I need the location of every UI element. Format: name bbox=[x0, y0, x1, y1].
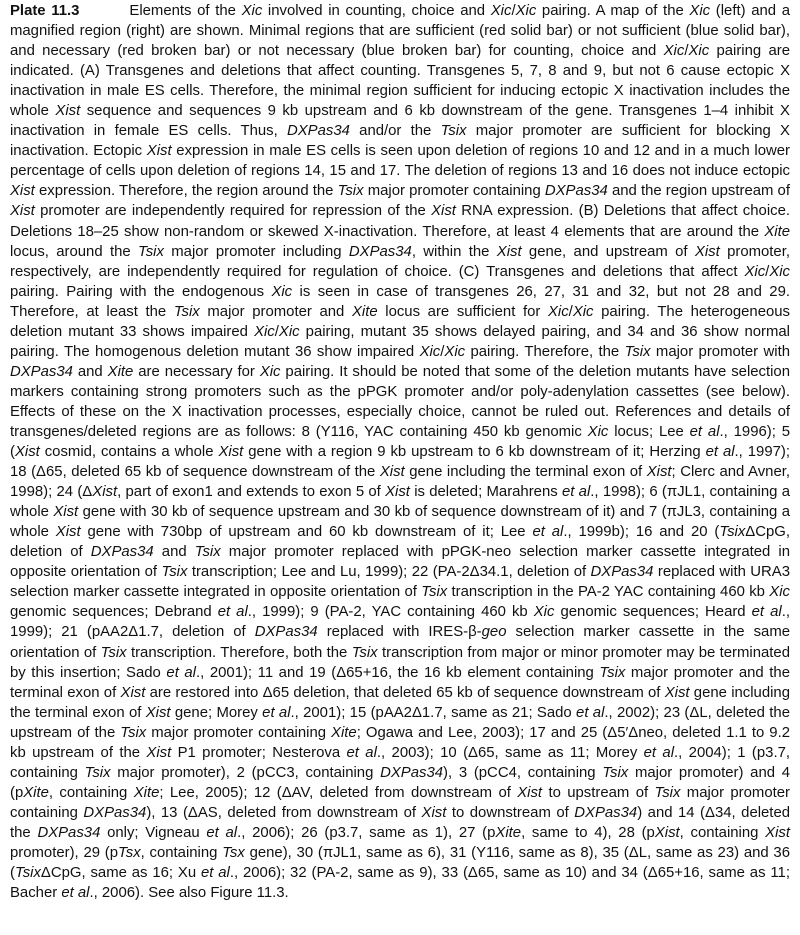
italic-term: Xist bbox=[120, 684, 146, 701]
italic-term: et al bbox=[61, 885, 90, 902]
italic-term: Xist bbox=[10, 203, 35, 220]
italic-term: Xist bbox=[654, 824, 680, 841]
italic-term: Xist bbox=[55, 103, 81, 120]
caption-text: ., 2001); 11 and 19 (Δ65+16, the 16 kb element containing bbox=[196, 664, 600, 681]
italic-term: DXPas34 bbox=[590, 564, 654, 581]
caption-text: Elements of the bbox=[129, 3, 242, 19]
italic-term: Xic bbox=[689, 3, 711, 19]
italic-term: et al bbox=[561, 484, 591, 501]
caption-text: ., 2006); 26 (p3.7, same as 1), 27 (p bbox=[237, 824, 496, 841]
italic-term: Xist bbox=[10, 183, 35, 200]
italic-term: DXPas34 bbox=[574, 804, 638, 821]
italic-term: Xic bbox=[490, 3, 512, 19]
caption-text: gene with a region 9 kb upstream to 6 kb downstream of it; Herzing bbox=[243, 444, 706, 461]
italic-term: et al bbox=[576, 704, 605, 721]
caption-text: ., 1997); 18 (Δ65, deleted 65 kb of sequence downstream of the bbox=[10, 444, 790, 481]
caption-text: major promoter with bbox=[650, 343, 791, 360]
caption-text: / bbox=[684, 43, 689, 60]
italic-term: Xist bbox=[145, 704, 171, 721]
italic-term: Xic bbox=[769, 584, 790, 601]
caption-text: are restored into Δ65 deletion, that deleted 65 kb of sequence downstream of bbox=[145, 684, 665, 701]
caption-text: ., 2004); 1 (p3.7, containing bbox=[10, 744, 790, 781]
italic-term: et al bbox=[751, 604, 782, 621]
italic-term: Xic bbox=[515, 3, 537, 19]
caption-text: major promoter replaced with pPGK-neo selection marker cassette integrated in opposite orientation of bbox=[10, 544, 790, 581]
italic-term: Xite bbox=[351, 303, 378, 320]
caption-text: transcription from major or minor promoter may be terminated by this insertion; Sado bbox=[10, 644, 790, 681]
caption-text: , part of exon1 and extends to exon 5 of bbox=[117, 484, 386, 501]
caption-text: is seen in case of transgenes 26, 27, 31 and 32, but not 28 and 29. Therefore, at least the bbox=[10, 283, 790, 320]
italic-term: et al bbox=[643, 744, 675, 761]
italic-term: DXPas34 bbox=[90, 544, 154, 561]
italic-term: Xite bbox=[331, 724, 357, 741]
plate-label: Plate 11.3 bbox=[10, 3, 80, 19]
italic-term: Xic bbox=[278, 323, 300, 340]
caption-text: gene, and upstream of bbox=[521, 243, 695, 260]
caption-text: major promoter containing bbox=[363, 183, 545, 200]
caption-text: transcription in the PA-2 YAC containing 460 kb bbox=[447, 584, 770, 601]
caption-text: gene), 30 (πJL1, same as 6), 31 (Y116, same as 8), 35 (ΔL, same as 23) and 36 ( bbox=[10, 844, 790, 882]
caption-text: / bbox=[765, 263, 770, 280]
italic-term: Xist bbox=[146, 744, 172, 761]
caption-text: locus; Lee bbox=[608, 423, 690, 440]
caption-text: major promoter and bbox=[199, 303, 352, 320]
italic-term: DXPas34 bbox=[10, 363, 73, 380]
italic-term: Tsx bbox=[118, 844, 141, 861]
italic-term: Xic bbox=[444, 343, 466, 360]
caption-text: locus are sufficient for bbox=[377, 303, 548, 320]
caption-text: and bbox=[153, 544, 195, 561]
italic-term: Xist bbox=[664, 684, 690, 701]
caption-text: pairing, mutant 35 shows delayed pairing, and 34 and 36 show normal pairing. The homogenous deletion mutant 36 show impaired bbox=[10, 323, 790, 360]
caption-text: are necessary for bbox=[133, 363, 260, 380]
caption-text: / bbox=[274, 323, 279, 340]
caption-text: RNA expression. (B) Deletions that affect choice. Deletions 18–25 show non-random or skewed X-inactivation. Therefore, at least 4 elements that are around the bbox=[10, 203, 790, 240]
italic-term: DXPas34 bbox=[348, 243, 412, 260]
caption-text: replaced with IRES-β- bbox=[317, 624, 482, 641]
italic-term: DXPas34 bbox=[254, 624, 318, 641]
caption-text: gene; Morey bbox=[170, 704, 263, 721]
italic-term: Xist bbox=[379, 464, 405, 481]
caption-text: promoter are independently required for repression of the bbox=[34, 203, 432, 220]
caption-text: ., 1998); 6 (πJL1, containing a whole bbox=[10, 484, 790, 521]
caption-text: promoter), 29 (p bbox=[10, 844, 119, 861]
italic-term: et al bbox=[346, 744, 377, 761]
caption-text: P1 promoter; Nesterova bbox=[171, 744, 347, 761]
caption-text: pairing. The heterogeneous deletion mutant 33 shows impaired bbox=[10, 303, 790, 340]
italic-term: Tsix bbox=[161, 564, 188, 581]
italic-term: Tsix bbox=[599, 664, 626, 681]
caption-text: ., 2001); 15 (pAA2Δ1.7, same as 21; Sado bbox=[290, 704, 577, 721]
caption-text: major promoter including bbox=[163, 243, 349, 260]
caption-text: gene including the terminal exon of bbox=[10, 684, 790, 721]
caption-text: ., 1999); 21 (pAA2Δ1.7, deletion of bbox=[10, 604, 790, 641]
caption-text: transcription. Therefore, both the bbox=[126, 644, 352, 661]
caption-text: major promoter and the terminal exon of bbox=[10, 664, 790, 701]
caption-text: ; Lee, 2005); 12 (ΔAV, deleted from downstream of bbox=[159, 784, 518, 801]
caption-text: involved in counting, choice and bbox=[262, 3, 491, 19]
italic-term: Xist bbox=[14, 444, 40, 461]
italic-term: Xic bbox=[533, 604, 555, 621]
italic-term: Xite bbox=[764, 223, 790, 240]
italic-term: et al bbox=[200, 865, 230, 882]
caption-text: ., 2003); 10 (Δ65, same as 11; Morey bbox=[376, 744, 644, 761]
caption-text: and/or the bbox=[349, 123, 441, 140]
caption-text: ΔCpG, deletion of bbox=[10, 524, 790, 561]
caption-text: expression in male ES cells is seen upon deletion of regions 10 and 12 and in a much lower percentage of cells upon deletion of regions 14, 15 and 17. The deletion of regions 13 and 16 does not induce ectopic bbox=[10, 143, 790, 180]
italic-term: DXPas34 bbox=[83, 804, 147, 821]
caption-text: major promoter are sufficient for blocking X inactivation. Ectopic bbox=[10, 123, 790, 160]
caption-text: ) and 14 (Δ34, deleted the bbox=[10, 804, 791, 841]
caption-text: and bbox=[72, 363, 108, 380]
italic-term: et al bbox=[166, 664, 196, 681]
italic-term: Xic bbox=[587, 423, 609, 440]
italic-term: Xite bbox=[495, 824, 522, 841]
italic-term: DXPas34 bbox=[544, 183, 608, 200]
caption-text: gene including the terminal exon of bbox=[404, 464, 647, 481]
caption-text: and the region upstream of bbox=[607, 183, 790, 200]
italic-term: Xic bbox=[744, 263, 766, 280]
italic-term: DXPas34 bbox=[287, 123, 350, 140]
italic-term: Xist bbox=[694, 243, 720, 260]
caption-text: , containing bbox=[140, 844, 223, 861]
italic-term: Tsix bbox=[421, 584, 448, 601]
italic-term: Tsix bbox=[138, 243, 164, 260]
italic-term: Tsix bbox=[351, 644, 378, 661]
italic-term: et al bbox=[217, 604, 248, 621]
italic-term: et al bbox=[705, 444, 735, 461]
italic-term: et al bbox=[262, 704, 291, 721]
italic-term: Tsix bbox=[440, 123, 467, 140]
caption-text: selection marker cassette in the same orientation of bbox=[10, 624, 791, 661]
caption-text: ), 13 (ΔAS, deleted from downstream of bbox=[146, 804, 422, 821]
italic-term: Tsix bbox=[100, 644, 127, 661]
italic-term: Xic bbox=[254, 323, 275, 340]
caption-text: to downstream of bbox=[446, 804, 575, 821]
italic-term: Tsix bbox=[84, 764, 111, 781]
caption-text: / bbox=[568, 303, 573, 320]
italic-term: Xic bbox=[419, 343, 441, 360]
caption-text: pairing. A map of the bbox=[536, 3, 690, 19]
caption-text: replaced with URA3 selection marker cassette integrated in opposite orientation of bbox=[10, 564, 790, 601]
caption-text: , containing bbox=[679, 824, 766, 841]
italic-term: Xic bbox=[688, 43, 710, 60]
italic-term: Tsix bbox=[654, 784, 681, 801]
italic-term: Xist bbox=[517, 784, 543, 801]
caption-text: gene with 730bp of upstream and 60 kb downstream of it; Lee bbox=[80, 524, 533, 541]
caption-text: (left) and a magnified region (right) are shown. Minimal regions that are sufficient (red solid bar) or not sufficient (blue solid bar), and necessary (red broken bar) or not necessary (blue broken bar) for counting, choice and bbox=[10, 3, 790, 60]
italic-term: Tsix bbox=[337, 183, 364, 200]
caption-text: ΔCpG, same as 16; Xu bbox=[40, 865, 201, 882]
italic-term: Xic bbox=[663, 43, 685, 60]
italic-term: Xist bbox=[421, 804, 447, 821]
italic-term: Tsix bbox=[624, 343, 651, 360]
italic-term: Xist bbox=[146, 143, 172, 160]
caption-text: , containing bbox=[48, 784, 134, 801]
italic-term: Tsix bbox=[14, 865, 41, 882]
italic-term: geo bbox=[481, 624, 507, 641]
italic-term: Xite bbox=[23, 784, 49, 801]
italic-term: Xist bbox=[55, 524, 81, 541]
italic-term: Xist bbox=[92, 484, 118, 501]
italic-term: Xic bbox=[547, 303, 569, 320]
caption-text: ., 2002); 23 (ΔL, deleted the upstream of the bbox=[10, 704, 790, 741]
caption-text: promoter, respectively, are independently required for regulation of choice. (C) Transgenes and deletions that affect bbox=[10, 243, 790, 280]
caption-text: pairing. Pairing with the endogenous bbox=[10, 283, 272, 300]
caption-text: major promoter containing bbox=[146, 724, 332, 741]
italic-term: Xic bbox=[259, 363, 281, 380]
caption-text: ), 3 (pCC4, containing bbox=[443, 764, 603, 781]
caption-text: ., 2006); 32 (PA-2, same as 9), 33 (Δ65, same as 10) and 34 (Δ65+16, same as 11; Bacher bbox=[10, 865, 790, 902]
caption-text: ., 1999); 9 (PA-2, YAC containing 460 kb bbox=[247, 604, 534, 621]
italic-term: Xist bbox=[646, 464, 672, 481]
italic-term: Xist bbox=[431, 203, 456, 220]
caption-text: major promoter containing bbox=[10, 784, 790, 821]
caption-text: genomic sequences; Heard bbox=[554, 604, 752, 621]
caption-text: genomic sequences; Debrand bbox=[10, 604, 218, 621]
caption-text: is deleted; Marahrens bbox=[409, 484, 562, 501]
caption-text: major promoter) and 4 (p bbox=[10, 764, 791, 801]
caption-text: transcription; Lee and Lu, 1999); 22 (PA-2Δ34.1, deletion of bbox=[187, 564, 591, 581]
caption-text: pairing. It should be noted that some of the deletion mutants have selection markers containing strong promoters such as the pPGK promoter and/or poly-adenylation cassettes (see below). Effects of these on the X inactivation processes, especially choice, cannot be ruled out. References and details of transgenes/deleted regions are as follows: 8 (Y116, YAC containing 450 kb genomic bbox=[10, 363, 790, 440]
italic-term: Xite bbox=[107, 363, 134, 380]
italic-term: Xic bbox=[241, 3, 263, 19]
caption-text: pairing are indicated. (A) Transgenes and deletions that affect counting. Transgenes 5, 7, 8 and 9, but not 6 cause ectopic X inactivation in male ES cells. Therefore, the minimal region sufficient for inducing ectopic X inactivation includes the whole bbox=[10, 43, 791, 120]
italic-term: Xist bbox=[53, 504, 79, 521]
caption-text: ., 1999b); 16 and 20 ( bbox=[563, 524, 720, 541]
italic-term: et al bbox=[532, 524, 564, 541]
italic-term: Tsix bbox=[194, 544, 221, 561]
caption-text: only; Vigneau bbox=[100, 824, 207, 841]
caption-text: sequence and sequences 9 kb upstream and 6 kb downstream of the gene. Transgenes 1–4 inhibit X inactivation in female ES cells. Thus, bbox=[10, 103, 790, 140]
caption-text: ; Ogawa and Lee, 2003); 17 and 25 (Δ5′Δneo, deleted 1.1 to 9.2 kb upstream of the bbox=[10, 724, 790, 761]
caption-text: expression. Therefore, the region around the bbox=[34, 183, 338, 200]
caption-text: gene with 30 kb of sequence upstream and 30 kb of sequence downstream of it) and 7 (πJL3, containing a whole bbox=[10, 504, 790, 541]
italic-term: Xic bbox=[769, 263, 790, 280]
italic-term: et al bbox=[689, 423, 720, 440]
caption-text: ., 2006). See also Figure 11.3. bbox=[89, 885, 289, 902]
italic-term: Xite bbox=[133, 784, 160, 801]
italic-term: Xist bbox=[385, 484, 410, 501]
caption-text: to upstream of bbox=[542, 784, 655, 801]
italic-term: DXPas34 bbox=[37, 824, 101, 841]
caption-text: cosmid, contains a whole bbox=[39, 444, 219, 461]
caption-text: / bbox=[440, 343, 445, 360]
caption-text: major promoter), 2 (pCC3, containing bbox=[110, 764, 381, 781]
italic-term: Tsx bbox=[222, 844, 245, 861]
italic-term: Xic bbox=[572, 303, 594, 320]
italic-term: Tsix bbox=[173, 303, 200, 320]
italic-term: Xist bbox=[765, 824, 790, 841]
italic-term: Xist bbox=[496, 243, 522, 260]
caption-text: ; Clerc and Avner, 1998); 24 (Δ bbox=[10, 464, 791, 501]
italic-term: Tsix bbox=[120, 724, 147, 741]
italic-term: Xist bbox=[218, 444, 244, 461]
caption-text: pairing. Therefore, the bbox=[465, 343, 625, 360]
caption-text: , same to 4), 28 (p bbox=[521, 824, 655, 841]
caption-text: / bbox=[511, 3, 516, 19]
italic-term: Tsix bbox=[719, 524, 746, 541]
caption-body bbox=[10, 3, 790, 901]
italic-term: DXPas34 bbox=[380, 764, 444, 781]
italic-term: Tsix bbox=[602, 764, 629, 781]
caption-text: , within the bbox=[411, 243, 497, 260]
italic-term: Xic bbox=[271, 283, 293, 300]
caption-text: ., 1996); 5 ( bbox=[10, 423, 790, 461]
italic-term: et al bbox=[206, 824, 238, 841]
caption-text: locus, around the bbox=[10, 243, 138, 260]
